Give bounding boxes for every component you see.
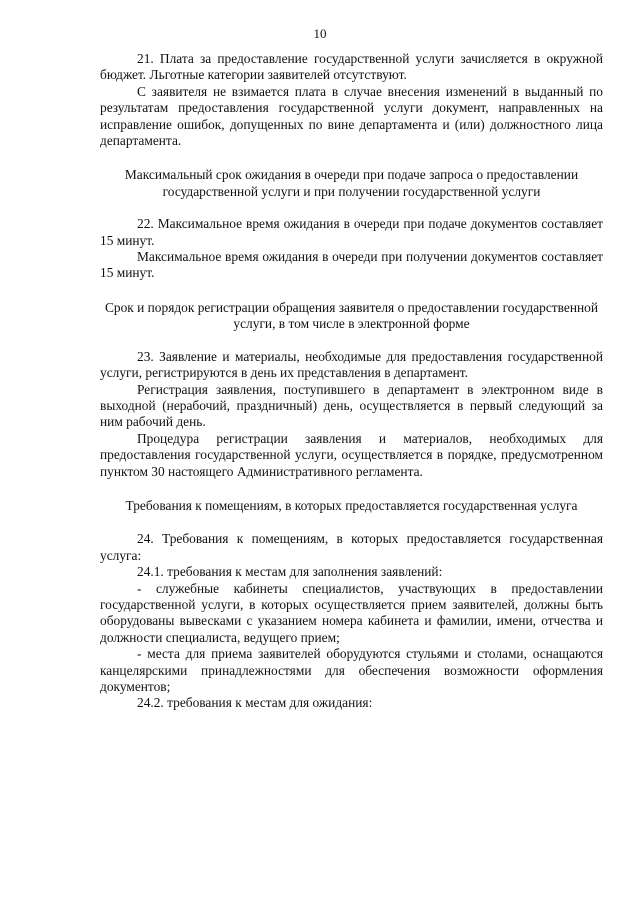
paragraph-21: 21. Плата за предоставление государственной услуги зачисляется в окружной бюджет. Льготные категории заявителей отсутствуют.	[100, 51, 603, 83]
paragraph-23-procedure: Процедура регистрации заявления и материалов, необходимых для предоставления государственной услуги, осуществляется в порядке, предусмотренном пунктом 30 настоящего Административного регламента.	[100, 430, 603, 479]
paragraph-23-electronic: Регистрация заявления, поступившего в департамент в электронном виде в выходной (нерабочий, праздничный) день, осуществляется в первый следующий за ним рабочий день.	[100, 381, 603, 430]
document-body	[100, 51, 603, 712]
section-heading-queue-time: Максимальный срок ожидания в очереди при подаче запроса о предоставлении государственной услуги и при получении государственной услуги	[124, 167, 579, 199]
paragraph-24-1: 24.1. требования к местам для заполнения заявлений:	[137, 564, 443, 580]
paragraph-24: 24. Требования к помещениям, в которых предоставляется государственная услуга:	[100, 531, 603, 563]
paragraph-24-2: 24.2. требования к местам для ожидания:	[137, 695, 373, 711]
section-heading-registration: Срок и порядок регистрации обращения заявителя о предоставлении государственной услуги, в том числе в электронной форме	[104, 299, 599, 332]
paragraph-22-receipt: Максимальное время ожидания в очереди при получении документов составляет 15 минут.	[100, 249, 603, 281]
list-item-offices: - служебные кабинеты специалистов, участвующих в предоставлении государственной услуги, в которых осуществляется прием заявителей, должны быть оборудованы вывесками с указанием номера кабинета и фамилии, имени, отчества и должности специалиста, ведущего прием;	[100, 580, 603, 645]
page-number: 10	[313, 26, 327, 41]
list-item-reception-places: - места для приема заявителей оборудуются стульями и столами, оснащаются канцелярскими принадлежностями для обеспечения возможности оформления документов;	[100, 646, 603, 694]
paragraph-fee-exemption: С заявителя не взимается плата в случае внесения изменений в выданный по результатам предоставления государственной услуги документ, направленных на исправление ошибок, допущенных по вине департамента и (или) должностного лица департамента.	[100, 83, 603, 149]
section-heading-premises: Требования к помещениям, в которых предоставляется государственная услуга	[125, 497, 578, 513]
paragraph-22: 22. Максимальное время ожидания в очереди при подаче документов составляет 15 минут.	[100, 216, 603, 248]
paragraph-23: 23. Заявление и материалы, необходимые для предоставления государственной услуги, регистрируются в день их представления в департамент.	[100, 348, 603, 381]
